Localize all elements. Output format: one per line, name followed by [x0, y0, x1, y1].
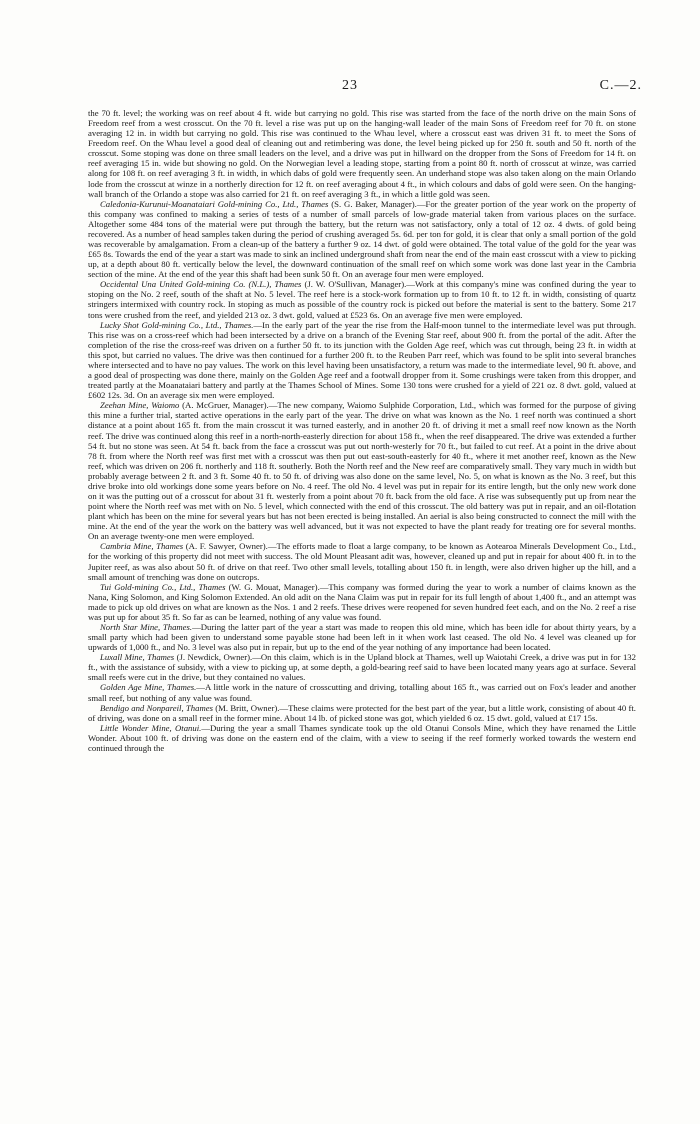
mine-heading: Zeehan Mine, Waiomo — [100, 400, 180, 411]
paragraph-text: (W. G. Mouat, Manager).—This company was formed during the year to work a number of claims known as the Nana, King Solomon, and King Solomon Extended. An old adit on the Nana Claim was put in repair for its full length of about 1,400 ft., and an attempt was made to pick up old drives on what are known as the Nos. 1 and 2 reefs. These drives were reopened for seven hundred feet each, and on the No. 2 reef a rise was put up for about 35 ft. So far as can be learned, nothing of any value was found. — [88, 581, 636, 622]
mine-heading: Cambria Mine, Thames — [100, 541, 184, 552]
mine-heading: Bendigo and Nonpareil, Thames — [100, 702, 213, 713]
paragraph-text: (S. G. Baker, Manager).—For the greater portion of the year work on the property of this company was confined to making a series of tests of a number of small parcels of low-grade material taken from various places on the surface. Altogether some 484 tons of the material were put through the battery, but the return was not satisfactory, only a total of 12 oz. 4 dwts. of gold being recovered. As a number of head samples taken during the period of crushing averaged 5s. 6d. per ton for gold, it is clear that only a small portion of the gold was recoverable by amalgamation. From a clean-up of the battery a further 9 oz. 14 dwt. of gold were obtained. The total value of the gold for the year was £65 8s. Towards the end of the year a start was made to sink an inclined underground shaft from near the end of the main east crosscut with a view to picking up, at a depth about 80 ft. vertically below the level, the downward continuation of the small reef on which some work was done last year in the Cambria section of the mine. At the end of the year this shaft had been sunk 50 ft. On an average four men were employed. — [88, 198, 636, 280]
paragraph — [88, 320, 636, 401]
paragraph — [88, 682, 636, 702]
report-body — [88, 108, 636, 753]
paragraph-text: —During the latter part of the year a start was made to reopen this old mine, which has been idle for about thirty years, by a small party which had been given to understand some payable stone had been left in it when work last ceased. The old No. 4 level was cleaned up for upwards of 1,000 ft., and No. 3 level was also put in repair, but up to the end of the year nothing of any importance had been located. — [88, 621, 636, 653]
paragraph — [88, 703, 636, 723]
mine-heading: Luxall Mine, Thames — [100, 652, 175, 663]
paragraph-text: (A. F. Sawyer, Owner).—The efforts made to float a large company, to be known as Aotearoa Minerals Development Co., Ltd., for the working of this property did not meet with success. The old Mount Pleasant adit was, however, cleaned up and put in repair for about 400 ft. in to the Jupiter reef, as was also about 50 ft. of drive on that reef. Two other small levels, totalling about 150 ft. in length, were also driven higher up the hill, and a small amount of trenching was done on outcrops. — [88, 541, 637, 582]
paragraph-text: —During the year a small Thames syndicate took up the old Otanui Consols Mine, which they have renamed the Little Wonder. About 100 ft. of driving was done on the eastern end of the claim, with a view to seeing if the reef formerly worked towards the western end continued through the — [88, 722, 637, 753]
paragraph — [88, 108, 636, 199]
paragraph — [88, 279, 636, 319]
paragraph — [88, 622, 636, 652]
mine-heading: Occidental Una United Gold-mining Co. (N.L.), Thames — [100, 279, 302, 290]
paragraph — [88, 199, 636, 280]
paragraph — [88, 582, 636, 622]
page-number: 23 — [342, 78, 358, 93]
paragraph-text: (J. W. O'Sullivan, Manager).—Work at this company's mine was confined during the year to stoping on the No. 2 reef, south of the shaft at No. 5 level. The reef here is a stock-work formation up to from 10 ft. to 12 ft. in width, consisting of quartz stringers intermixed with country rock. In stoping as much as possible of the country rock is picked out before the material is sent to the battery. Some 217 tons were crushed from the reef, and yielded 213 oz. 3 dwt. gold, valued at £523 6s. On an average five men were employed. — [88, 279, 637, 320]
paragraph-text: (J. Newdick, Owner).—On this claim, which is in the Upland block at Thames, well up Waiotahi Creek, a drive was put in for 132 ft., with the assistance of subsidy, with a view to picking up, at some depth, a gold-bearing reef said to have been located many years ago at surface. Several small reefs were cut in the drive, but they contained no values. — [88, 652, 636, 683]
mine-heading: North Star Mine, Thames. — [100, 621, 193, 632]
mine-heading: Lucky Shot Gold-mining Co., Ltd., Thames. — [100, 319, 254, 330]
paragraph-text: (A. McGruer, Manager).—The new company, Waiomo Sulphide Corporation, Ltd., which was formed for the purpose of giving this mine a further trial, started active operations in the early part of the year. The drive on what was known as the No. 1 reef north was continued a short distance at a point about 165 ft. from the main crosscut it was turned easterly, and in another 20 ft. of driving it met a small reef now known as the North reef. The drive was continued along this reef in a north-north-easterly direction for about 158 ft., when the reef disappeared. The drive was extended a further 54 ft. but no stone was seen. At 54 ft. back from the face a crosscut was put out north-westerly for 70 ft., but failed to cut reef. At a point in the drive about 78 ft. from where the North reef was first met with a crosscut was then put out east-south-easterly for 40 ft., where it met another reef, known as the New reef, which was driven on 206 ft. northerly and 118 ft. southerly. Both the North reef and the New reef are comparatively small. They vary much in width but probably average between 2 ft. and 3 ft. Some 40 ft. to 50 ft. of driving was also done on the same level, No. 5, on what is known as the No. 3 reef, but this drive broke into old workings done some years before on No. 4 reef. The old No. 4 level was put in repair for its entire length, but the only new work done on it was the putting out of a crosscut for about 31 ft. westerly from a point about 70 ft. back from the old face. A rise was subsequently put up from near the point where the North reef was met with on No. 5 level, which connected with the end of this crosscut. The old battery was put in repair, and an oil-flotation plant which has been on the mine for several years but has not been erected is being installed. An aerial is also being constructed to connect the mill with the mine. At the end of the year the work on the battery was well advanced, but it was not expected to have the plant ready for treating ore for several months. On an average twenty-one men were employed. — [88, 400, 636, 542]
document-reference: C.—2. — [599, 78, 642, 93]
mine-heading: Golden Age Mine, Thames. — [100, 682, 197, 693]
paragraph — [88, 541, 636, 581]
paragraph-text: —In the early part of the year the rise from the Half-moon tunnel to the intermediate level was put through. This rise was on a cross-reef which had been intersected by a drive on a branch of the Evening Star reef, about 900 ft. from the portal of the adit. After the completion of the rise the cross-reef was driven on a further 50 ft. to its junction with the Golden Age reef, which was cut through, being 23 ft. in width at this spot, but carried no values. The drive was then continued for a further 200 ft. to the Reuben Parr reef, which was found to be split into several branches where intersected and to have no pay values. The work on this level having been unsatisfactory, a return was made to the intermediate level, 90 ft. above, and a good deal of prospecting was done there, mainly on the Golden Age reef and a footwall dropper from it. Some crushings were taken from this dropper, and treated partly at the Moanataiari battery and partly at the Thames School of Mines. Some 130 tons were crushed for a yield of 221 oz. 8 dwt. gold, valued at £602 12s. 3d. On an average six men were employed. — [88, 319, 636, 401]
paragraph-text: —A little work in the nature of crosscutting and driving, totalling about 165 ft., was carried out on Fox's leader and another small reef, but nothing of any value was found. — [88, 682, 636, 703]
paragraph-text: the 70 ft. level; the working was on reef about 4 ft. wide but carrying no gold. This rise was started from the face of the north drive on the main Sons of Freedom reef from a west crosscut. On the 70 ft. level a rise was put up on the hanging-wall leader of the main Sons of Freedom reef for 70 ft. on stone averaging 12 in. in width but carrying no gold. This rise was continued to the Whau level, where a crosscut east was driven 31 ft. to meet the Sons of Freedom reef. On the Whau level a good deal of cleaning out and retimbering was done, the level being picked up for 250 ft. south and 50 ft. north of the crosscut. Some stoping was done on three small leaders on the level, and a drive was put in hillward on the dropper from the Sons of Freedom for 14 ft. on reef averaging 15 in. wide but showing no gold. On the Norwegian level a leading stope, starting from a point 80 ft. north of crosscut at winze, was carried along for 108 ft. on reef averaging 3 ft. in width, in which dabs of gold were frequently seen. An underhand stope was also taken along on the main Orlando lode from the crosscut at winze in a northerly direction for 12 ft. on reef averaging about 4 ft., in which colours and dabs of gold were seen. On the hanging-wall branch of the Orlando a stope was also carried for 21 ft. on reef averaging 3 ft., in which a little gold was seen. — [88, 108, 636, 199]
paragraph — [88, 723, 636, 753]
mine-heading: Little Wonder Mine, Otanui. — [100, 722, 202, 733]
paragraph — [88, 652, 636, 682]
mine-heading: Tui Gold-mining Co., Ltd., Thames — [100, 581, 226, 592]
paragraph-text: (M. Britt, Owner).—These claims were protected for the best part of the year, but a little work, consisting of about 40 ft. of driving, was done on a small reef in the former mine. About 14 lb. of picked stone was got, which yielded 6 oz. 15 dwt. gold, valued at £17 15s. — [88, 702, 636, 723]
paragraph — [88, 400, 636, 541]
mine-heading: Caledonia-Kurunui-Moanataiari Gold-mining Co., Ltd., Thames — [100, 198, 329, 209]
